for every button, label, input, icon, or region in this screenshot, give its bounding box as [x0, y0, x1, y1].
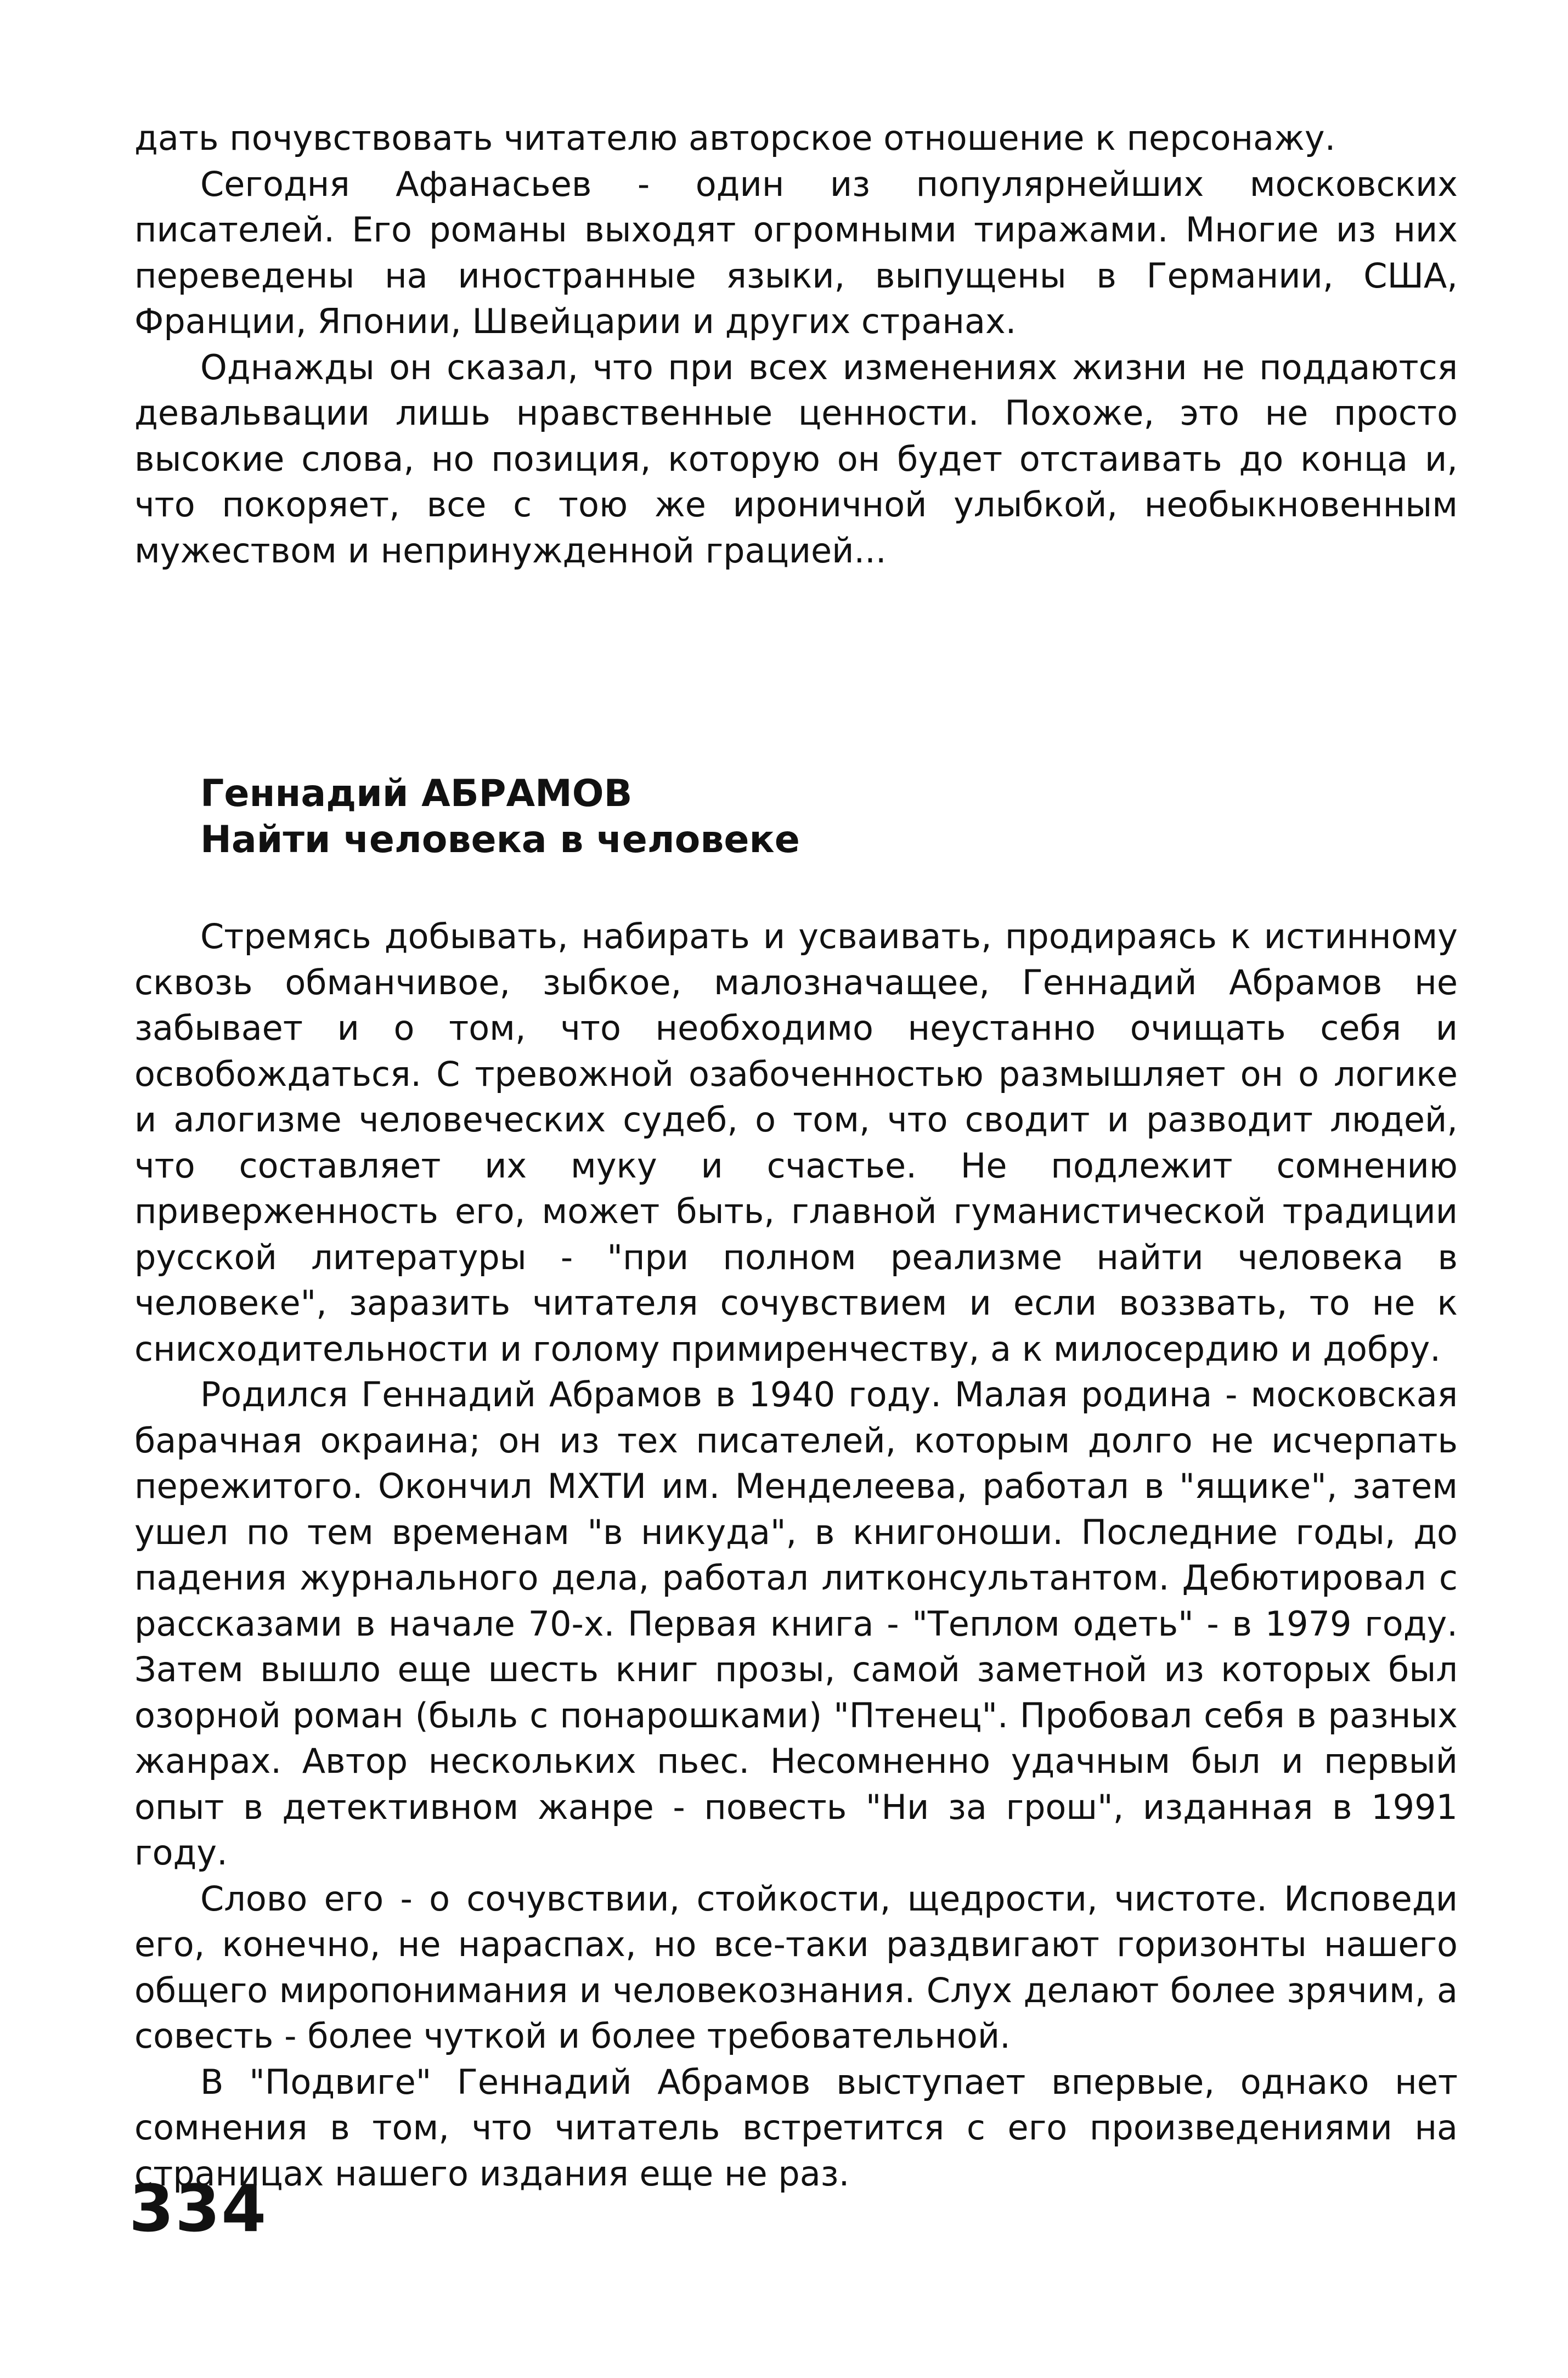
paragraph: Родился Геннадий Абрамов в 1940 году. Малая родина - московская барачная окраина; он из тех писателей, которым долго не исчерпать пережитого. Окончил МХТИ им. Менделеева, работал в "ящике", затем ушел по тем временам "в никуда", в книгоноши. Последние годы, до падения журнального дела, работал литконсультантом. Дебютировал с рассказами в начале 70-х. Первая книга - "Теплом одеть" - в 1979 году. Затем вышло еще шесть книг прозы, самой заметной из которых был озорной роман (быль с понарошками) "Птенец". Пробовал себя в разных жанрах. Автор нескольких пьес. Несомненно удачным был и первый опыт в детективном жанре - повесть "Ни за грош", изданная в 1991 году.: [134, 1374, 1458, 1873]
paragraph: Слово его - о сочувствии, стойкости, щедрости, чистоте. Исповеди его, конечно, не нараспах, но все-таки раздвигают горизонты нашего общего миропонимания и человекознания. Слух делают более зрячим, а совесть - более чуткой и более требовательной.: [134, 1878, 1458, 2056]
article-heading: [200, 771, 1407, 863]
paragraph: Сегодня Афанасьев - один из популярнейших московских писателей. Его романы выходят огромными тиражами. Многие из них переведены на иностранные языки, выпущены в Германии, США, Франции, Японии, Швейцарии и других странах.: [134, 164, 1458, 341]
article-title: Найти человека в человеке: [200, 818, 800, 861]
paragraph: Однажды он сказал, что при всех изменениях жизни не поддаются девальвации лишь нравственные ценности. Похоже, это не просто высокие слова, но позиция, которую он будет отстаивать до конца и, что покоряет, все с тою же ироничной улыбкой, необыкновенным мужеством и непринужденной грацией...: [134, 347, 1458, 571]
paragraph: Стремясь добывать, набирать и усваивать, продираясь к истинному сквозь обманчивое, зыбкое, малозначащее, Геннадий Абрамов не забывает и о том, что необходимо неустанно очищать себя и освобождаться. С тревожной озабоченностью размышляет он о логике и алогизме человеческих судеб, о том, что сводит и разводит людей, что составляет их муку и счастье. Не подлежит сомнению приверженность его, может быть, главной гуманистической традиции русской литературы - "при полном реализме найти человека в человеке", заразить читателя сочувствием и если воззвать, то не к снисходительности и голому примиренчеству, а к милосердию и добру.: [134, 916, 1458, 1369]
author-name: Геннадий АБРАМОВ: [200, 772, 633, 815]
section-afanasiev-ending: [134, 115, 1458, 573]
paragraph: В "Подвиге" Геннадий Абрамов выступает впервые, однако нет сомнения в том, что читатель встретится с его произведениями на страницах нашего издания еще не раз.: [134, 2061, 1458, 2194]
page-number: 334: [129, 2171, 268, 2246]
section-abramov: [134, 914, 1458, 2196]
paragraph: дать почувствовать читателю авторское отношение к персонажу.: [134, 118, 1336, 158]
